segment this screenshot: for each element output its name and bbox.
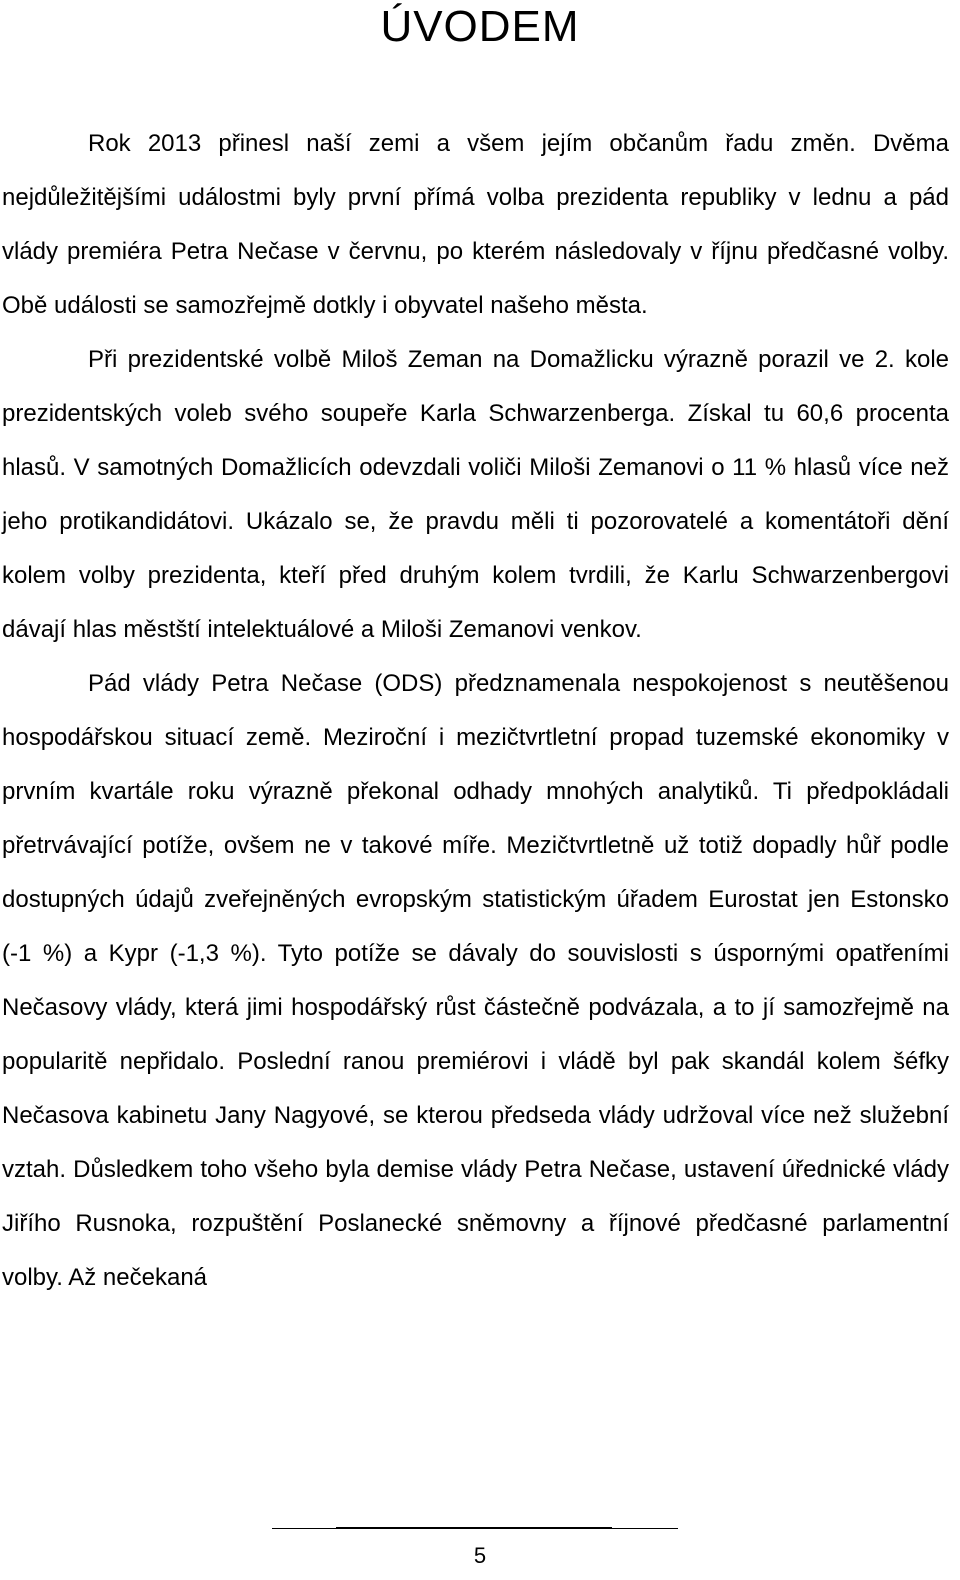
paragraph-2: Při prezidentské volbě Miloš Zeman na Domažlicku výrazně porazil ve 2. kole prezidentských voleb svého soupeře Karla Schwarzenberga. Získal tu 60,6 procenta hlasů. V samotných Domažlicích odevzdali voliči Miloši Zemanovi o 11 % hlasů více než jeho protikandidátovi. Ukázalo se, že pravdu měli ti pozorovatelé a komentátoři dění kolem volby prezidenta, kteří před druhým kolem tvrdili, že Karlu Schwarzenbergovi dávají hlas městští intelektuálové a Miloši Zemanovi venkov. bbox=[2, 346, 949, 643]
paragraph-1: Rok 2013 přinesl naší zemi a všem jejím občanům řadu změn. Dvěma nejdůležitějšími událostmi byly první přímá volba prezidenta republiky v lednu a pád vlády premiéra Petra Nečase v červnu, po kterém následovaly v říjnu předčasné volby. Obě události se samozřejmě dotkly i obyvatel našeho města. bbox=[2, 130, 949, 319]
page-title: ÚVODEM bbox=[380, 2, 580, 51]
paragraph-3: Pád vlády Petra Nečase (ODS) předznamenala nespokojenost s neutěšenou hospodářskou situací země. Meziroční i mezičtvrtletní propad tuzemské ekonomiky v prvním kvartále roku výrazně překonal odhady mnohých analytiků. Ti předpokládali přetrvávající potíže, ovšem ne v takové míře. Mezičtvrtletně už totiž dopadly hůř podle dostupných údajů zveřejněných evropským statistickým úřadem Eurostat jen Estonsko (-1 %) a Kypr (-1,3 %). Tyto potíže se dávaly do souvislosti s úspornými opatřeními Nečasovy vlády, která jimi hospodářský růst částečně podvázala, a to jí samozřejmě na popularitě nepřidalo. Poslední ranou premiérovi i vládě byl pak skandál kolem šéfky Nečasova kabinetu Jany Nagyové, se kterou předseda vlády udržoval více než služební vztah. Důsledkem toho všeho byla demise vlády Petra Nečase, ustavení úřednické vlády Jiřího Rusnoka, rozpuštění Poslanecké sněmovny a říjnové předčasné parlamentní volby. Až nečekaná bbox=[2, 670, 949, 1291]
body-text bbox=[2, 117, 949, 1305]
footer-divider-accent bbox=[336, 1527, 612, 1529]
page-number: 5 bbox=[473, 1543, 487, 1568]
